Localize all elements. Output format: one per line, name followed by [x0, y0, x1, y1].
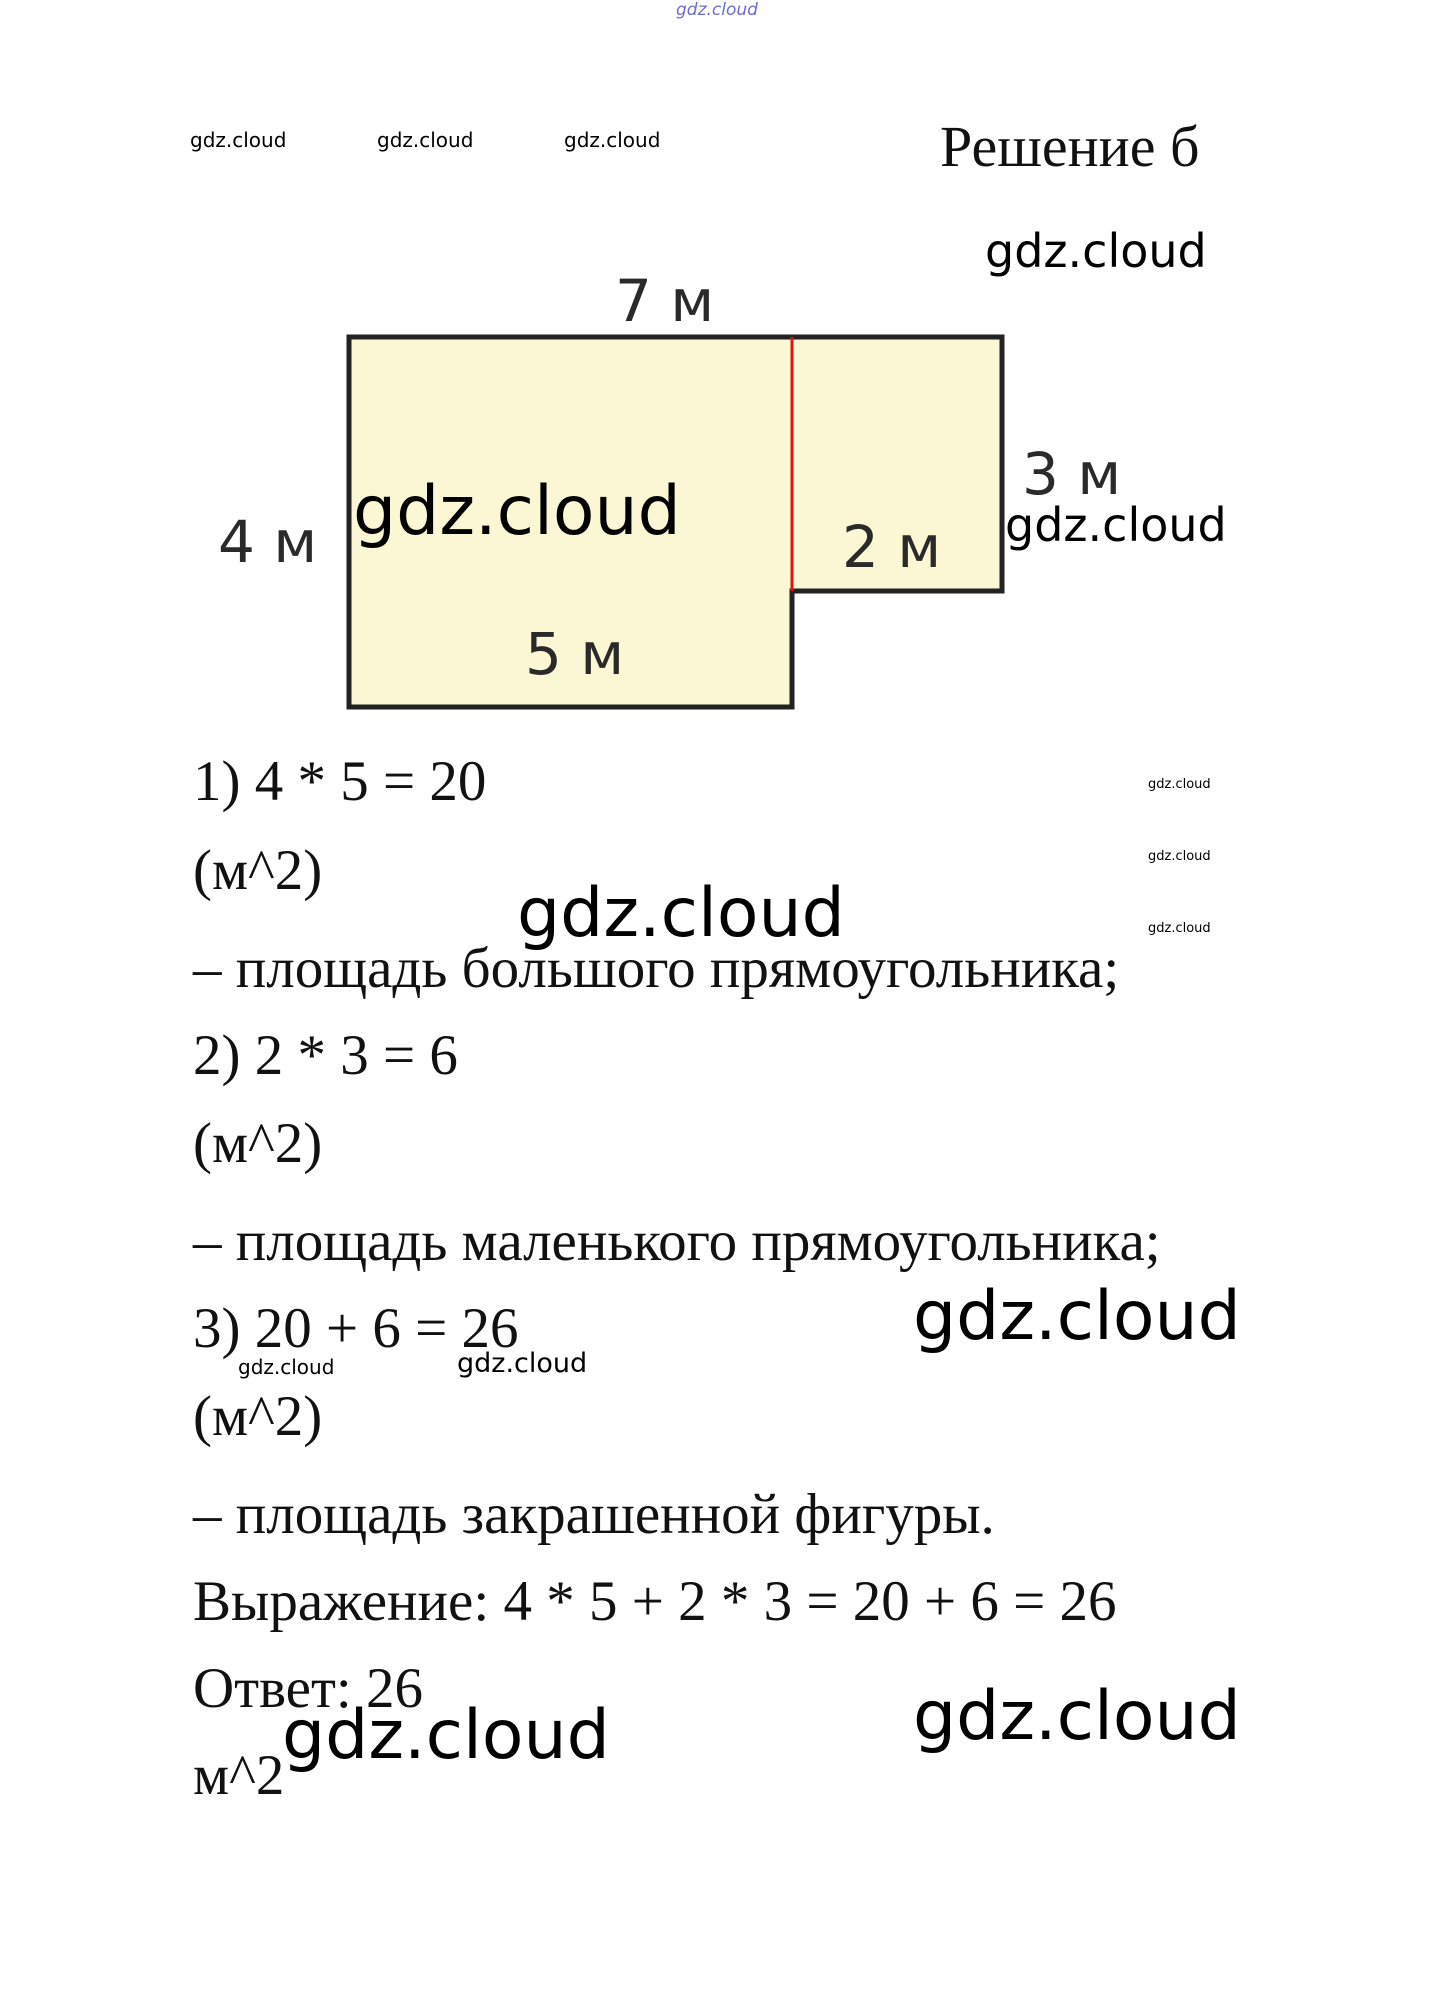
watermark: gdz.cloud: [1148, 849, 1211, 864]
watermark: gdz.cloud: [353, 472, 681, 551]
page-title: Решение б: [940, 114, 1200, 179]
watermark: gdz.cloud: [190, 128, 287, 152]
solution-step-2: 2) 2 * 3 = 6: [193, 1024, 458, 1087]
solution-step-3: 3) 20 + 6 = 26: [193, 1297, 519, 1360]
watermark: gdz.cloud: [1148, 777, 1211, 792]
solution-step-1: 1) 4 * 5 = 20: [193, 750, 487, 813]
label-bottom-5m: 5 м: [525, 620, 625, 688]
watermark-top: gdz.cloud: [676, 0, 758, 20]
expression-line: Выражение: 4 * 5 + 2 * 3 = 20 + 6 = 26: [193, 1570, 1117, 1633]
watermark: gdz.cloud: [457, 1348, 588, 1379]
solution-desc-3: – площадь закрашенной фигуры.: [193, 1483, 995, 1546]
watermark: gdz.cloud: [377, 128, 474, 152]
area-figure: [190, 230, 1227, 740]
watermark: gdz.cloud: [564, 128, 661, 152]
label-right-3m: 3 м: [1022, 440, 1122, 508]
label-left-4m: 4 м: [218, 508, 318, 576]
watermark: gdz.cloud: [985, 224, 1207, 278]
watermark: gdz.cloud: [1148, 921, 1211, 936]
unit-line: (м^2): [193, 839, 323, 902]
watermark: gdz.cloud: [517, 874, 845, 953]
watermark: gdz.cloud: [1005, 498, 1227, 552]
watermark: gdz.cloud: [913, 1277, 1241, 1356]
unit-line: (м^2): [193, 1385, 323, 1448]
answer-line: Ответ: 26: [193, 1657, 423, 1720]
unit-line: (м^2): [193, 1112, 323, 1175]
watermark: gdz.cloud: [282, 1696, 610, 1775]
watermark: gdz.cloud: [238, 1355, 335, 1379]
solution-desc-2: – площадь маленького прямоугольника;: [193, 1210, 1161, 1273]
watermark: gdz.cloud: [913, 1677, 1241, 1756]
label-inner-2m: 2 м: [842, 513, 942, 581]
answer-unit: м^2: [193, 1744, 285, 1807]
label-top-7m: 7 м: [615, 267, 715, 335]
solution-desc-1: – площадь большого прямоугольника;: [193, 937, 1120, 1000]
